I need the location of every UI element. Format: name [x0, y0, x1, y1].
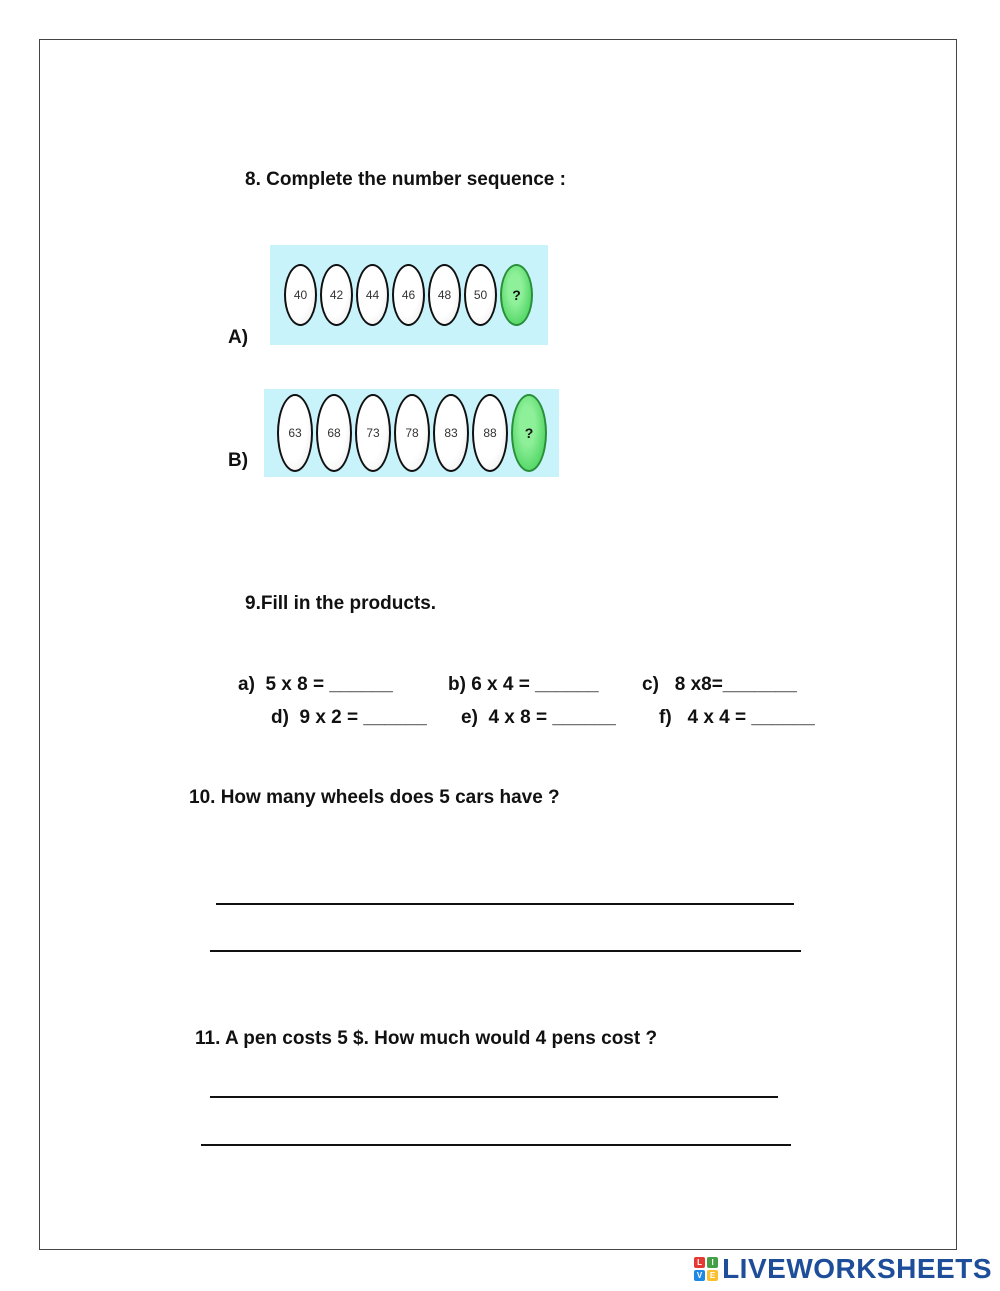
q9-item-e[interactable]: e) 4 x 8 = ______ [461, 707, 616, 728]
sequence-a-ball: 40 [284, 264, 317, 326]
q8-label-a: A) [228, 327, 249, 348]
q9-title: 9.Fill in the products. [245, 593, 437, 614]
sequence-a [270, 245, 548, 345]
q10-title: 10. How many wheels does 5 cars have ? [189, 787, 560, 808]
q11-title: 11. A pen costs 5 $. How much would 4 pens cost ? [195, 1028, 658, 1049]
worksheet-page [39, 39, 957, 1250]
logo-text: LIVEWORKSHEETS [722, 1253, 992, 1284]
logo-mark-icon [694, 1257, 718, 1281]
sequence-a-ball: 50 [464, 264, 497, 326]
logo-letter: E [707, 1270, 718, 1281]
q9-item-b[interactable]: b) 6 x 4 = ______ [448, 674, 599, 695]
q9-item-c[interactable]: c) 8 x8=_______ [642, 674, 797, 695]
q11-answer-line[interactable] [210, 1096, 778, 1098]
sequence-b-ball: 68 [316, 394, 352, 472]
sequence-b-ball: 83 [433, 394, 469, 472]
sequence-b [264, 389, 559, 477]
q10-answer-line[interactable] [210, 950, 801, 952]
sequence-a-answer-ball[interactable]: ? [500, 264, 533, 326]
sequence-b-ball: 63 [277, 394, 313, 472]
q8-label-b: B) [228, 450, 249, 471]
q11-answer-line[interactable] [201, 1144, 791, 1146]
q9-item-f[interactable]: f) 4 x 4 = ______ [659, 707, 815, 728]
sequence-a-ball: 42 [320, 264, 353, 326]
q9-item-a[interactable]: a) 5 x 8 = ______ [238, 674, 393, 695]
sequence-b-ball: 73 [355, 394, 391, 472]
sequence-a-ball: 44 [356, 264, 389, 326]
sequence-b-answer-ball[interactable]: ? [511, 394, 547, 472]
logo-letter: I [707, 1257, 718, 1268]
sequence-a-ball: 48 [428, 264, 461, 326]
q8-title: 8. Complete the number sequence : [245, 169, 566, 190]
logo-letter: L [694, 1257, 705, 1268]
sequence-b-ball: 88 [472, 394, 508, 472]
q10-answer-line[interactable] [216, 903, 794, 905]
liveworksheets-logo[interactable] [694, 1253, 992, 1285]
logo-letter: V [694, 1270, 705, 1281]
sequence-a-ball: 46 [392, 264, 425, 326]
q9-item-d[interactable]: d) 9 x 2 = ______ [271, 707, 427, 728]
sequence-b-ball: 78 [394, 394, 430, 472]
